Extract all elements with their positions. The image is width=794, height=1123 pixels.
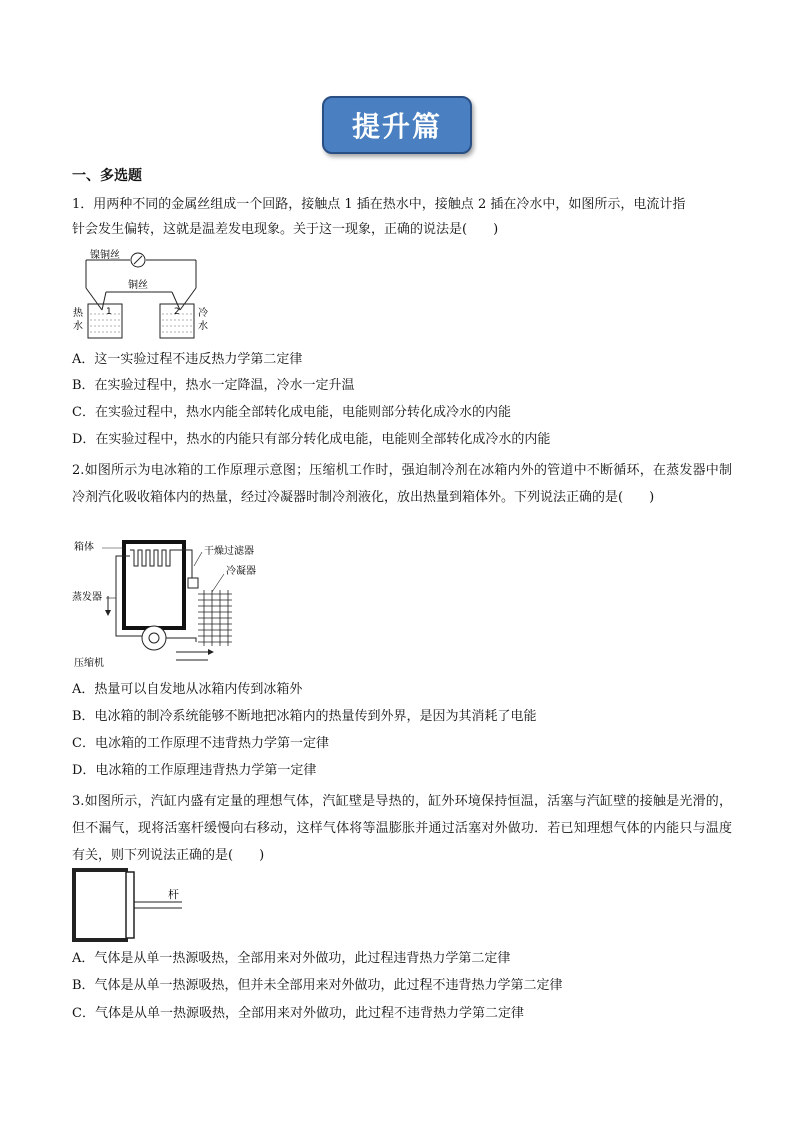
label-hot-1: 热 xyxy=(73,308,83,319)
q3-stem: 3.如图所示，汽缸内盛有定量的理想气体，汽缸壁是导热的，缸外环境保持恒温，活塞与汽缸壁的接触是光滑的，但不漏气，现将活塞杆缓慢向右移动，这样气体将等温膨胀并通过活塞对外做功．若已知理想气体的内能只与温度有关，则下列说法正确的是( ) xyxy=(72,794,732,863)
q3-option-b: B．气体是从单一热源吸热，但并未全部用来对外做功，此过程不违背热力学第二定律 xyxy=(72,978,563,993)
label-point2: 2 xyxy=(174,307,180,317)
q2-option-a: A．热量可以自发地从冰箱内传到冰箱外 xyxy=(72,682,303,697)
label-nickel-wire: 镍铜丝 xyxy=(90,250,120,261)
label-cold-2: 水 xyxy=(198,321,208,332)
label-filter: 干燥过滤器 xyxy=(204,546,254,557)
q2-option-b: B．电冰箱的制冷系统能够不断地把冰箱内的热量传到外界，是因为其消耗了电能 xyxy=(72,709,537,724)
filter-icon xyxy=(188,578,198,588)
q2-stem: 2.如图所示为电冰箱的工作原理示意图；压缩机工作时，强迫制冷剂在冰箱内外的管道中不断循环，在蒸发器中制冷剂汽化吸收箱体内的热量，经过冷凝器时制冷剂液化，放出热量到箱体外。下列说法正确的是( ) xyxy=(72,463,732,505)
q1-stem-line2: 针会发生偏转，这就是温差发电现象。关于这一现象，正确的说法是( ) xyxy=(72,222,499,237)
thermocouple-figure xyxy=(72,248,217,340)
label-condenser: 冷凝器 xyxy=(226,566,256,577)
q1-option-d: D．在实验过程中，热水的内能只有部分转化成电能，电能则全部转化成冷水的内能 xyxy=(72,432,551,447)
q1-option-c: C．在实验过程中，热水内能全部转化成电能，电能则部分转化成冷水的内能 xyxy=(72,405,511,420)
q3-option-c: C．气体是从单一热源吸热，全部用来对外做功，此过程不违背热力学第二定律 xyxy=(72,1006,524,1021)
q3-option-a: A．气体是从单一热源吸热，全部用来对外做功，此过程违背热力学第二定律 xyxy=(72,951,511,966)
q2-option-c: C．电冰箱的工作原理不违背热力学第一定律 xyxy=(72,736,329,751)
label-box: 箱体 xyxy=(74,542,94,553)
label-hot-2: 水 xyxy=(73,321,83,332)
label-copper-wire: 铜丝 xyxy=(128,280,148,291)
label-compressor: 压缩机 xyxy=(74,658,104,669)
refrigerator-figure xyxy=(72,536,272,670)
section-heading: 一、多选题 xyxy=(72,168,142,184)
label-cold-1: 冷 xyxy=(198,308,208,319)
q1-stem-line1: 1．用两种不同的金属丝组成一个回路，接触点 1 插在热水中，接触点 2 插在冷水中，如图所示，电流计指 xyxy=(72,197,686,212)
cylinder-figure xyxy=(72,868,192,944)
piston-icon xyxy=(126,872,134,938)
label-rod: 杆 xyxy=(168,888,179,901)
q1-option-a: A．这一实验过程不违反热力学第二定律 xyxy=(72,352,303,367)
title-banner: 提升篇 xyxy=(322,96,472,154)
q2-option-d: D．电冰箱的工作原理违背热力学第一定律 xyxy=(72,763,317,778)
q1-option-b: B．在实验过程中，热水一定降温，冷水一定升温 xyxy=(72,378,355,393)
label-evaporator: 蒸发器 xyxy=(72,592,102,603)
label-point1: 1 xyxy=(106,307,112,317)
compressor-icon xyxy=(142,626,166,650)
